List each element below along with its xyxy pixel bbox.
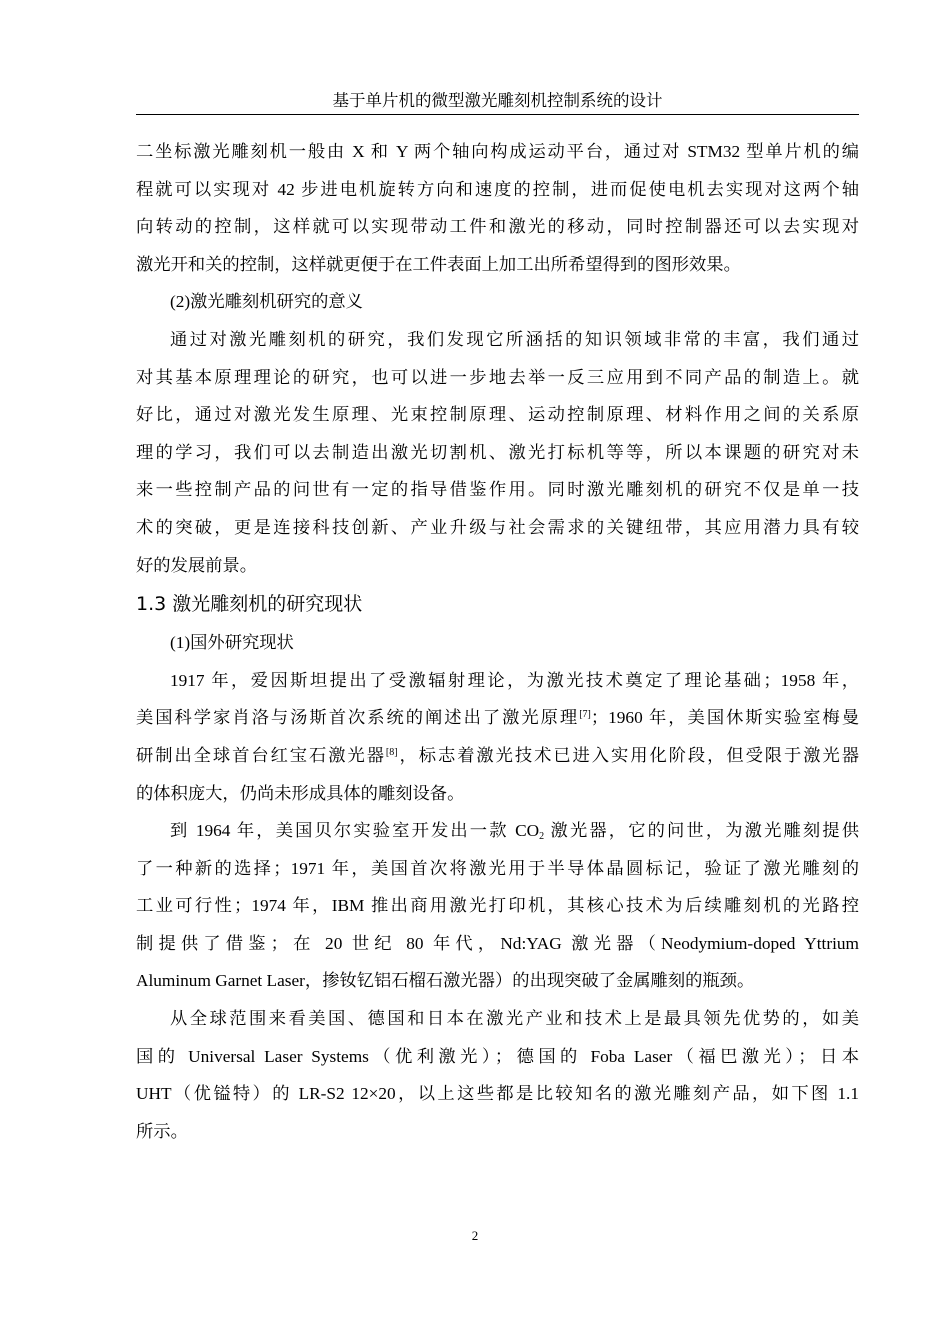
paragraph-platform-description (136, 133, 859, 283)
text-line: 到 1964 年，美国贝尔实验室开发出一款 $CO_2$ 激光器，它的问世，为激光雕刻提供 (170, 821, 859, 843)
text-line: 美国科学家肖洛与汤斯首次系统的阐述出了激光原理[7]；1960 年，美国休斯实验室梅曼 (136, 708, 859, 728)
text-line: 的体积庞大，仍尚未形成具体的雕刻设备。 (136, 783, 465, 803)
text-line: 国的 Universal Laser Systems（优利激光）；德国的 Foba Laser（福巴激光）；日本 (136, 1046, 859, 1066)
text-line: 通过对激光雕刻机的研究，我们发现它所涵括的知识领域非常的丰富，我们通过 (170, 329, 859, 349)
text-line: 好的发展前景。 (136, 555, 257, 575)
document-body (136, 133, 859, 1150)
paragraph-laser-development (136, 812, 859, 1000)
text-line: 来一些控制产品的问世有一定的指导借鉴作用。同时激光雕刻机的研究不仅是单一技 (136, 480, 859, 500)
text-line: 理的学习，我们可以去制造出激光切割机、激光打标机等等，所以本课题的研究对未 (136, 442, 859, 462)
citation-ref-7: [7] (579, 709, 591, 721)
text-line: 对其基本原理理论的研究，也可以进一步地去举一反三应用到不同产品的制造上。就 (136, 367, 859, 387)
running-header: 基于单片机的微型激光雕刻机控制系统的设计 (332, 91, 663, 110)
text-line: 好比，通过对激光发生原理、光束控制原理、运动控制原理、材料作用之间的关系原 (136, 405, 859, 425)
text-line: 1917 年，爱因斯坦提出了受激辐射理论，为激光技术奠定了理论基础；1958 年， (170, 670, 859, 690)
subsection-title-foreign-research: (1)国外研究现状 (170, 633, 294, 653)
text-line: 工业可行性；1974 年，IBM 推出商用激光打印机，其核心技术为后续雕刻机的光路控 (136, 896, 859, 916)
text-line: 程就可以实现对 42 步进电机旋转方向和速度的控制，进而促使电机去实现对这两个轴 (136, 179, 859, 199)
subsection-title-significance: (2)激光雕刻机研究的意义 (170, 292, 363, 312)
text-line: 从全球范围来看美国、德国和日本在激光产业和技术上是最具领先优势的，如美 (170, 1009, 859, 1029)
text-line: 向转动的控制，这样就可以实现带动工件和激光的移动，同时控制器还可以去实现对 (136, 217, 859, 237)
text-line: 术的突破，更是连接科技创新、产业升级与社会需求的关键纽带，其应用潜力具有较 (136, 517, 859, 537)
text-line: 研制出全球首台红宝石激光器[8]，标志着激光技术已进入实用化阶段，但受限于激光器 (136, 745, 859, 765)
citation-ref-8: [8] (385, 746, 398, 758)
text-line: 二坐标激光雕刻机一般由 X 和 Y 两个轴向构成运动平台，通过对 STM32 型单片机的编 (136, 142, 859, 161)
header-rule (136, 114, 859, 115)
paragraph-global-products (136, 1000, 859, 1150)
text-line: 所示。 (136, 1121, 188, 1141)
paragraph-laser-history (136, 662, 859, 812)
page-number: 2 (471, 1228, 479, 1243)
section-heading: 1.3 激光雕刻机的研究现状 (136, 593, 363, 616)
text-line: 激光开和关的控制，这样就更便于在工件表面上加工出所希望得到的图形效果。 (136, 254, 741, 274)
paragraph-significance (136, 321, 859, 584)
text-line: 了一种新的选择；1971 年，美国首次将激光用于半导体晶圆标记，验证了激光雕刻的 (136, 858, 859, 878)
subscript-2: 2 (539, 831, 545, 843)
text-line: UHT（优镒特）的 LR-S2 12×20，以上这些都是比较知名的激光雕刻产品，如下图 1.1 (136, 1084, 859, 1104)
text-line: Aluminum Garnet Laser，掺钕钇铝石榴石激光器）的出现突破了金属雕刻的瓶颈。 (136, 971, 755, 991)
text-line: 制提供了借鉴；在 20 世纪 80 年代，Nd:YAG 激光器（Neodymium-doped Yttrium (136, 933, 859, 953)
